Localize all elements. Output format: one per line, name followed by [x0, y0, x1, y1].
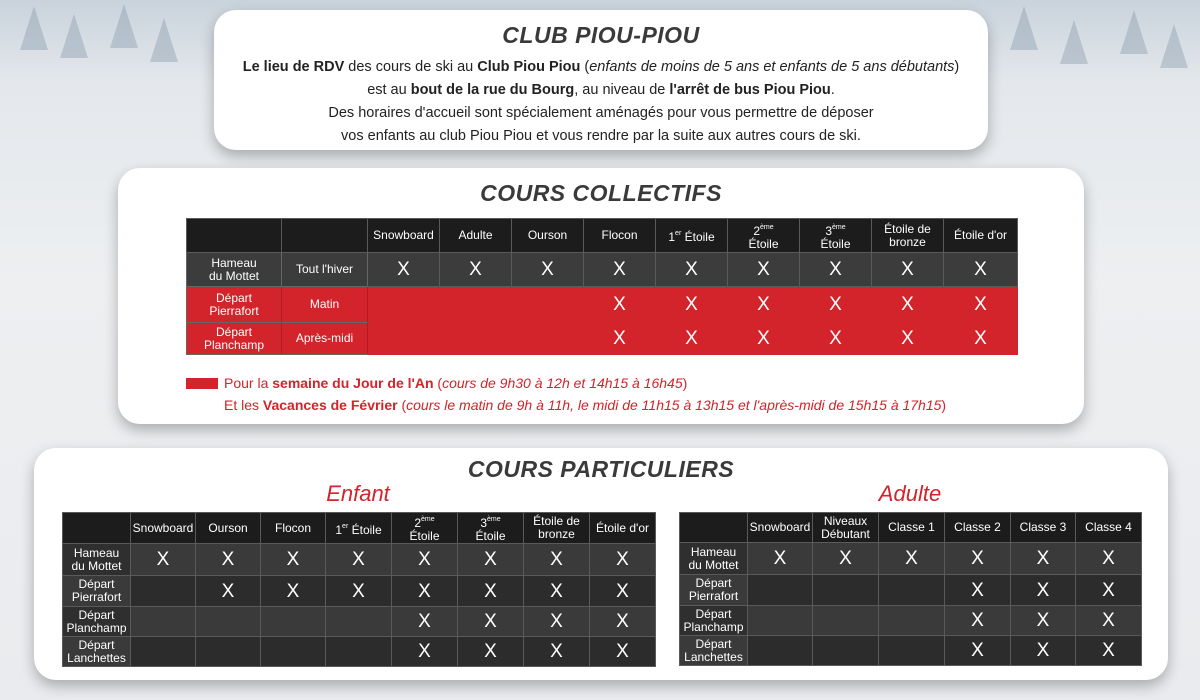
adulte-header-row	[680, 513, 1142, 543]
col-header: Flocon	[261, 513, 326, 544]
col-header: Snowboard	[368, 219, 440, 253]
row-place: Départ Planchamp	[680, 606, 748, 636]
row-place: Départ Lanchettes	[680, 636, 748, 666]
col-header: Snowboard	[748, 513, 813, 543]
row-period: Tout l'hiver	[282, 253, 368, 287]
adulte-subtitle: Adulte	[878, 481, 942, 506]
col-header: 2ème Étoile	[392, 513, 458, 544]
col-header: Classe 3	[1011, 513, 1076, 543]
table-row: Départ Planchamp X X X X	[63, 607, 656, 637]
col-header: Ourson	[196, 513, 261, 544]
row-place: Départ Pierrafort	[187, 287, 282, 323]
table-row: Départ Pierrafort X X X X X X X	[63, 576, 656, 607]
col-header: Étoile d'or	[590, 513, 656, 544]
legend-line-jour-de-l-an: Pour la semaine du Jour de l'An (cours de 9h30 à 12h et 14h15 à 16h45)	[186, 372, 1086, 394]
row-place: Départ Pierrafort	[63, 576, 131, 607]
collectifs-header-row	[187, 219, 1018, 253]
table-row: Hameau du Mottet X X X X X X	[680, 543, 1142, 575]
table-row: Hameau du Mottet Tout l'hiver X X X X X X X X X	[187, 253, 1018, 287]
table-row: Départ Lanchettes X X X X	[63, 637, 656, 667]
collectifs-table	[186, 218, 1018, 355]
col-header: Adulte	[440, 219, 512, 253]
col-header: 1er Étoile	[656, 219, 728, 253]
row-place: Hameau du Mottet	[187, 253, 282, 287]
row-period: Matin	[282, 287, 368, 323]
table-row: Départ Pierrafort X X X	[680, 575, 1142, 606]
club-description: Le lieu de RDV des cours de ski au Club Piou Piou (enfants de moins de 5 ans et enfants de 5 ans débutants) est au bout de la rue du Bourg, au niveau de l'arrêt de bus Piou Piou. Des horaires d'accueil sont spécialement aménagés pour vous permettre de déposer vos enfants au club Piou Piou et vous rendre par la suite aux autres cours de ski.	[242, 59, 960, 144]
col-header: 3ème Étoile	[458, 513, 524, 544]
row-place: Départ Planchamp	[63, 607, 131, 637]
col-header: Étoile de bronze	[872, 219, 944, 253]
col-header: 1er Étoile	[326, 513, 392, 544]
row-place: Départ Lanchettes	[63, 637, 131, 667]
col-header: Étoile de bronze	[524, 513, 590, 544]
row-place: Hameau du Mottet	[680, 543, 748, 575]
col-header: Snowboard	[131, 513, 196, 544]
row-period: Après-midi	[282, 323, 368, 355]
club-title: CLUB PIOU-PIOU	[502, 22, 700, 48]
col-header: Étoile d'or	[944, 219, 1018, 253]
table-row: Départ Pierrafort Matin X X X X X X	[187, 287, 1018, 323]
col-header: Niveaux Débutant	[813, 513, 879, 543]
enfant-subtitle: Enfant	[326, 481, 390, 506]
table-row: Départ Lanchettes X X X	[680, 636, 1142, 666]
col-header: Classe 2	[945, 513, 1011, 543]
club-piou-piou-card	[214, 10, 988, 150]
col-header: 3ème Étoile	[800, 219, 872, 253]
legend-line-vacances-fevrier: Et les Vacances de Février (cours le matin de 9h à 11h, le midi de 11h15 à 13h15 et l'après-midi de 15h15 à 17h15)	[224, 397, 947, 413]
table-row: Hameau du Mottet X X X X X X X X	[63, 544, 656, 576]
enfant-header-row	[63, 513, 656, 544]
red-swatch	[186, 378, 218, 389]
adulte-table	[679, 512, 1142, 666]
row-place: Départ Planchamp	[187, 323, 282, 355]
particuliers-title: COURS PARTICULIERS	[467, 456, 735, 482]
collectifs-title: COURS COLLECTIFS	[480, 180, 722, 206]
col-header: 2ème Étoile	[728, 219, 800, 253]
row-place: Hameau du Mottet	[63, 544, 131, 576]
col-header: Classe 4	[1076, 513, 1142, 543]
col-header: Classe 1	[879, 513, 945, 543]
enfant-table	[62, 512, 656, 667]
table-row: Départ Planchamp Après-midi X X X X X X	[187, 323, 1018, 355]
row-place: Départ Pierrafort	[680, 575, 748, 606]
col-header: Ourson	[512, 219, 584, 253]
col-header: Flocon	[584, 219, 656, 253]
table-row: Départ Planchamp X X X	[680, 606, 1142, 636]
collectifs-legend	[186, 372, 1086, 416]
